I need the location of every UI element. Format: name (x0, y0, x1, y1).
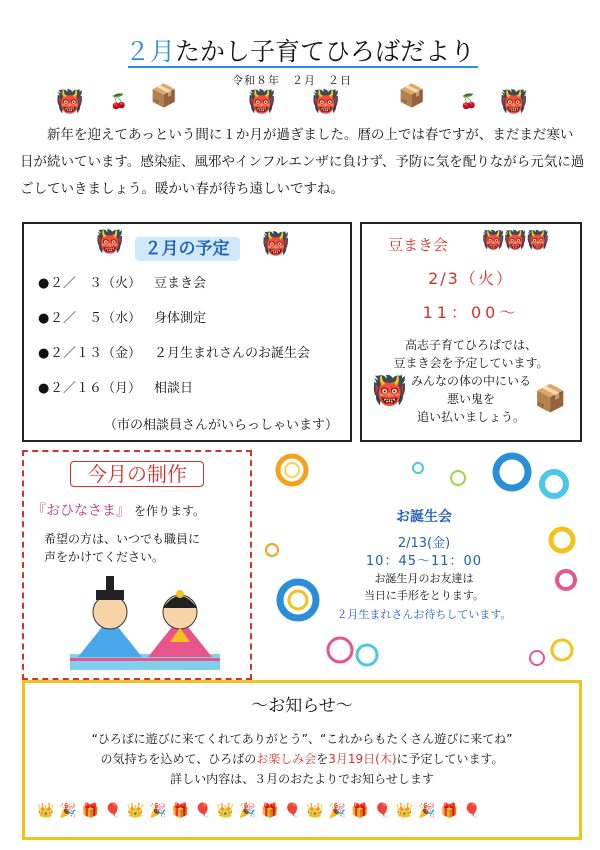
hina-dolls-illustration (70, 572, 220, 672)
notice-title: ～お知らせ～ (251, 696, 353, 716)
mamemaki-date: 2/3（火） (428, 269, 514, 288)
notice-text: “ひろばに遊びに来てくれてありがとう”、“これからもたくさん遊びに来てね” の気持ちを込めて、ひろばのお楽しみ会を3月19日(木)に予定しています。 詳しい内容は、３月のおたよりでお知らせします (91, 732, 513, 786)
bean-box-illustration: 📦 (150, 84, 178, 109)
oni-illustration: 👹 (312, 90, 340, 115)
mamemaki-text: 高志子育てひろばでは、 豆まき会を予定しています。 みんなの体の中にいる 悪い鬼を 追い払いましょう。 (393, 338, 549, 424)
bean-box-illustration: 📦 (398, 84, 426, 109)
craft-title: 今月の制作 (24, 458, 250, 487)
schedule-item: ●２／ ５（水） 身体測定 (38, 311, 207, 326)
holly-icon: 🍒 (110, 94, 128, 110)
oni-illustration-blue: 👹 (500, 90, 528, 115)
notice-panel (22, 680, 582, 840)
birthday-title: お誕生会 (396, 509, 452, 525)
craft-panel (22, 450, 252, 680)
birthday-time: 10：45～11：00 (365, 554, 483, 569)
oni-icon: 👹 (262, 232, 290, 257)
birthday-date: 2/13(金) (397, 536, 451, 551)
mamemaki-time: 11：00～ (422, 303, 520, 322)
birthday-text: お誕生月のお友達は 当日に手形をとります。 (363, 572, 485, 602)
party-icons-row: 👑🎉🎁🎈👑🎉🎁🎈👑🎉🎁🎈👑🎉🎁🎈👑🎉🎁🎈 (37, 803, 486, 819)
schedule-title: ２月の予定 (24, 234, 350, 259)
oni-icon: 👹 (96, 230, 124, 255)
schedule-panel (22, 222, 352, 442)
holly-icon: 🍒 (460, 94, 478, 110)
oni-illustration: 👹 (56, 90, 84, 115)
title-underline (128, 66, 478, 68)
oni-group-illustration: 👹👹👹 (482, 230, 550, 251)
oni-illustration-blue: 👹 (248, 90, 276, 115)
intro-paragraph: 新年を迎えてあっという間に１か月が過ぎました。暦の上では春ですが、まだまだ寒い日が続いています。感染症、風邪やインフルエンザに負けず、予防に気を配りながら元気に過ごしていきましょう。暖かい春が待ち遠しいですね。 (20, 127, 585, 197)
craft-text: 希望の方は、いつでも職員に 声をかけてください。 (44, 532, 201, 564)
craft-item: 『おひなさま』 を作ります。 (32, 503, 206, 519)
mamemaki-title: 豆まき会 (388, 236, 449, 254)
mamemaki-panel (360, 222, 582, 442)
issue-date: 令和８年 ２月 ２日 (232, 74, 352, 87)
schedule-item: ●２／１３（金） ２月生まれさんのお誕生会 (38, 346, 311, 361)
schedule-item: ●２／ ３（火） 豆まき会 (38, 276, 207, 291)
schedule-item: ●２／１６（月） 相談日 (38, 381, 194, 396)
birthday-panel (262, 450, 586, 676)
page-title: ２月たかし子育てひろばだより (124, 37, 476, 66)
schedule-note: （市の相談員さんがいらっしゃいます） (104, 418, 339, 433)
birthday-invite: ２月生まれさんお待ちしています。 (336, 608, 512, 621)
bean-box-illustration: 📦 (534, 384, 567, 414)
red-oni-illustration: 👹 (372, 374, 407, 407)
